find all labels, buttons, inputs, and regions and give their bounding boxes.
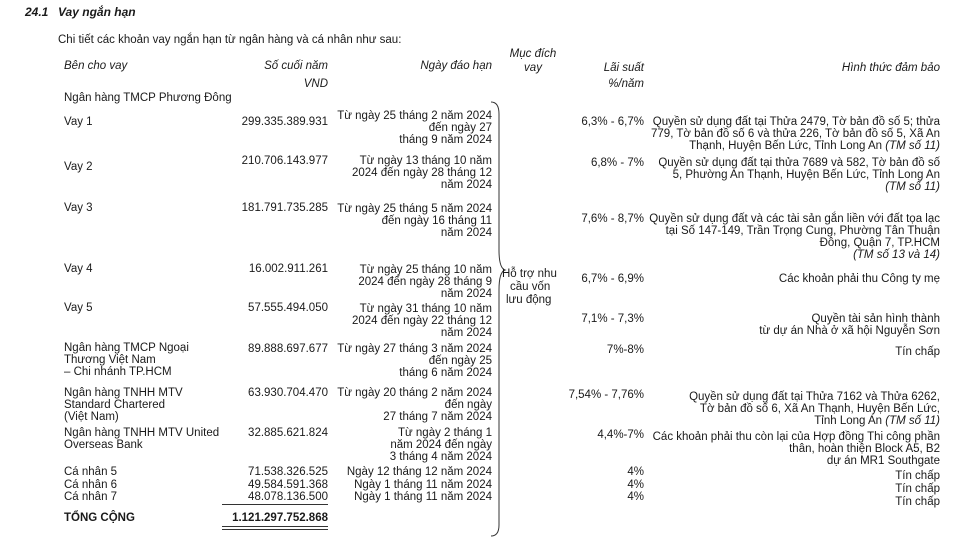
row-lender: Cá nhân 5 (64, 466, 118, 478)
total-double-rule-2 (222, 529, 328, 530)
row-rate: 4% (627, 479, 644, 491)
row-rate: 4% (627, 466, 644, 478)
row-date: Từ ngày 31 tháng 10 năm 2024 đến ngày 22 tháng 12 năm 2024 (351, 303, 492, 339)
row-date: Từ ngày 25 tháng 10 năm 2024 đến ngày 28 tháng 9 năm 2024 (358, 264, 492, 300)
row-balance: 89.888.697.677 (248, 343, 328, 355)
row-collateral: Tín chấp (895, 496, 940, 508)
section-number: 24.1 (25, 5, 49, 19)
row-collateral: Các khoản phải thu còn lại của Hợp đồng Thi công phần thân, hoàn thiện Block A5, B2 dự án MR1 Southgate (652, 431, 940, 467)
section-title: Vay ngắn hạn (58, 5, 136, 19)
row-balance: 63.930.704.470 (248, 387, 328, 399)
row-balance: 32.885.621.824 (248, 427, 328, 439)
row-lender: Vay 1 (64, 116, 93, 128)
row-balance: 16.002.911.261 (248, 263, 328, 275)
row-date: Từ ngày 27 tháng 3 năm 2024 đến ngày 25 tháng 6 năm 2024 (337, 343, 492, 379)
row-lender: Cá nhân 6 (64, 479, 118, 491)
purpose-text: Hỗ trợ nhu cầu vốn lưu động (502, 268, 557, 306)
row-collateral: Tín chấp (895, 470, 940, 482)
header-collateral: Hình thức đảm bảo (841, 62, 940, 74)
intro-text: Chi tiết các khoản vay ngắn hạn từ ngân hàng và cá nhân như sau: (58, 34, 402, 46)
row-lender: Ngân hàng TNHH MTV Standard Chartered (Việt Nam) (64, 387, 183, 423)
row-lender: Vay 4 (64, 263, 93, 275)
header-balance-unit: VND (303, 78, 328, 90)
row-collateral: Quyền sử dụng đất và các tài sản gắn liền với đất tọa lạc tại Số 147-149, Trần Trọng Cung, Phường Tân Thuận Đông, Quận 7, TP.HCM (TM số 13 và 14) (649, 213, 940, 261)
row-lender: Vay 3 (64, 202, 93, 214)
row-balance: 48.078.136.500 (248, 491, 328, 503)
header-rate: Lãi suất (603, 62, 644, 74)
header-purpose-2: vay (524, 62, 542, 74)
row-rate: 7,54% - 7,76% (568, 389, 644, 401)
row-rate: 7%-8% (606, 344, 644, 356)
row-collateral: Quyền tài sản hình thành từ dự án Nhà ở xã hội Nguyễn Sơn (759, 313, 940, 337)
row-date: Từ ngày 25 tháng 5 năm 2024 đến ngày 16 tháng 11 năm 2024 (337, 203, 492, 239)
row-collateral: Các khoản phải thu Công ty mẹ (778, 273, 940, 285)
row-lender: Vay 2 (64, 161, 93, 173)
row-rate: 7,1% - 7,3% (581, 313, 644, 325)
row-date: Ngày 1 tháng 11 năm 2024 (354, 479, 492, 491)
row-collateral: Quyền sử dụng đất tại Thửa 2479, Tờ bản đồ số 5; thửa 779, Tờ bản đồ số 6 và thửa 226, Tờ bản đồ số 5, Xã An Thạnh, Huyện Bến Lức, Tỉnh Long An (TM số 11) (651, 116, 940, 152)
row-collateral: Quyền sử dụng đất tại Thửa 7162 và Thửa 6262, Tờ bản đồ số 6, Xã An Thạnh, Huyện Bến Lức, Tỉnh Long An (TM số 11) (689, 391, 940, 427)
row-date: Ngày 12 tháng 12 năm 2024 (346, 466, 492, 478)
row-rate: 6,8% - 7% (590, 157, 644, 169)
header-rate-unit: %/năm (608, 78, 644, 90)
row-rate: 6,7% - 6,9% (581, 273, 644, 285)
row-date: Từ ngày 2 tháng 1 năm 2024 đến ngày 3 tháng 4 năm 2024 (389, 427, 492, 463)
total-double-rule-1 (222, 526, 328, 527)
row-balance: 210.706.143.977 (241, 155, 328, 167)
row-rate: 6,3% - 6,7% (581, 116, 644, 128)
header-date: Ngày đáo hạn (420, 60, 492, 72)
bank-group-label: Ngân hàng TMCP Phương Đông (64, 92, 232, 104)
row-rate: 4% (627, 491, 644, 503)
total-top-rule (222, 504, 328, 505)
header-purpose: Mục đích (509, 48, 557, 60)
row-balance: 299.335.389.931 (241, 116, 328, 128)
row-collateral: Tín chấp (895, 483, 940, 495)
row-date: Ngày 1 tháng 11 năm 2024 (354, 491, 492, 503)
row-lender: Ngân hàng TNHH MTV United Overseas Bank (64, 427, 220, 451)
row-date: Từ ngày 13 tháng 10 năm 2024 đến ngày 28 tháng 12 năm 2024 (351, 155, 492, 191)
total-value: 1.121.297.752.868 (232, 512, 328, 524)
header-balance: Số cuối năm (264, 60, 328, 72)
row-date: Từ ngày 25 tháng 2 năm 2024 đến ngày 27 tháng 9 năm 2024 (337, 110, 492, 146)
row-date: Từ ngày 20 tháng 2 năm 2024 đến ngày 27 tháng 7 năm 2024 (337, 387, 492, 423)
row-collateral: Quyền sử dụng đất tại thửa 7689 và 582, Tờ bản đồ số 5, Phường An Thạnh, Huyện Bến Lức, Tỉnh Long An (TM số 11) (658, 157, 940, 193)
row-balance: 49.584.591.368 (248, 479, 328, 491)
row-lender: Ngân hàng TMCP Ngoại Thương Việt Nam – Chi nhánh TP.HCM (64, 342, 189, 378)
total-label: TỔNG CỘNG (64, 512, 135, 524)
row-balance: 57.555.494.050 (248, 302, 328, 314)
row-rate: 4,4%-7% (597, 429, 644, 441)
row-lender: Cá nhân 7 (64, 491, 118, 503)
row-collateral: Tín chấp (895, 346, 940, 358)
row-balance: 181.791.735.285 (241, 202, 328, 214)
row-balance: 71.538.326.525 (248, 466, 328, 478)
row-rate: 7,6% - 8,7% (581, 213, 644, 225)
header-lender: Bên cho vay (64, 60, 128, 72)
row-lender: Vay 5 (64, 302, 93, 314)
